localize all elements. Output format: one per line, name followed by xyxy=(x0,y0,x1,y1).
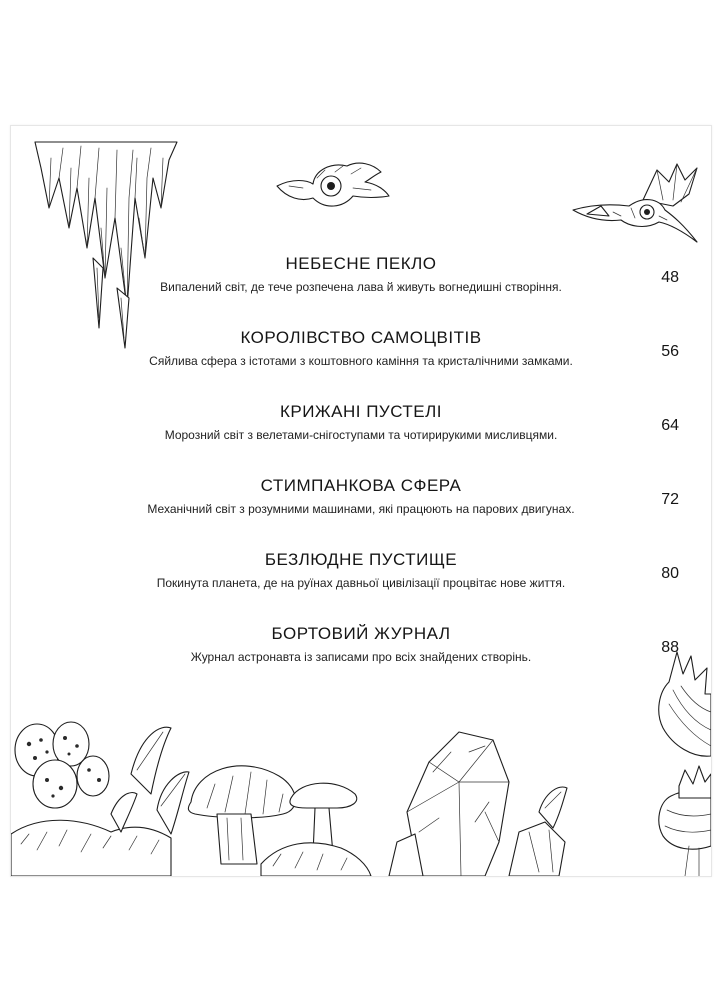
toc-entry-description: Випалений світ, де тече розпечена лава й живуть вогнедишні створіння. xyxy=(160,280,562,294)
toc-entry-description: Механічний світ з розумними машинами, які працюють на парових двигунах. xyxy=(147,502,575,516)
book-page xyxy=(10,125,712,877)
toc-entry-description: Покинута планета, де на руїнах давньої цивілізації процвітає нове життя. xyxy=(156,576,566,590)
flying-creature-icon xyxy=(273,158,393,218)
flower-pods-icon xyxy=(633,646,711,876)
toc-entry[interactable] xyxy=(11,402,711,462)
crystal-rock-icon xyxy=(389,722,589,876)
toc-entry-page-number: 80 xyxy=(661,565,679,582)
toc-entry-page-number: 72 xyxy=(661,491,679,508)
toc-entry-title: БЕЗЛЮДНЕ ПУСТИЩЕ xyxy=(264,550,458,569)
toc-entry-page-number: 56 xyxy=(661,343,679,360)
toc-entry-description: Журнал астронавта із записами про всіх знайдених створінь. xyxy=(190,650,532,664)
toc-entry[interactable] xyxy=(11,550,711,610)
toc-entry-page-number: 48 xyxy=(661,269,679,286)
toc-entry[interactable] xyxy=(11,254,711,314)
toc-entry[interactable] xyxy=(11,476,711,536)
toc-entry-page-number: 88 xyxy=(661,639,679,656)
alien-plants-icon xyxy=(11,714,371,876)
toc-entry-title: СТИМПАНКОВА СФЕРА xyxy=(260,476,462,495)
toc-entry-title: КРИЖАНІ ПУСТЕЛІ xyxy=(279,402,443,421)
toc-entry-title: КОРОЛІВСТВО САМОЦВІТІВ xyxy=(240,328,482,347)
toc-entry-title: БОРТОВИЙ ЖУРНАЛ xyxy=(271,624,451,643)
toc-entry-title: НЕБЕСНЕ ПЕКЛО xyxy=(285,254,437,273)
toc-entry-description: Морозний світ з велетами-снігоступами та чотирирукими мисливцями. xyxy=(164,428,558,442)
crystal-stalactites-icon xyxy=(29,138,179,348)
toc-entry-description: Сяйлива сфера з істотами з коштовного каміння та кристалічними замками. xyxy=(149,354,573,368)
toc-entry-page-number: 64 xyxy=(661,417,679,434)
toc-entry[interactable] xyxy=(11,328,711,388)
toc-entry[interactable] xyxy=(11,624,711,684)
dragon-icon xyxy=(573,160,703,250)
